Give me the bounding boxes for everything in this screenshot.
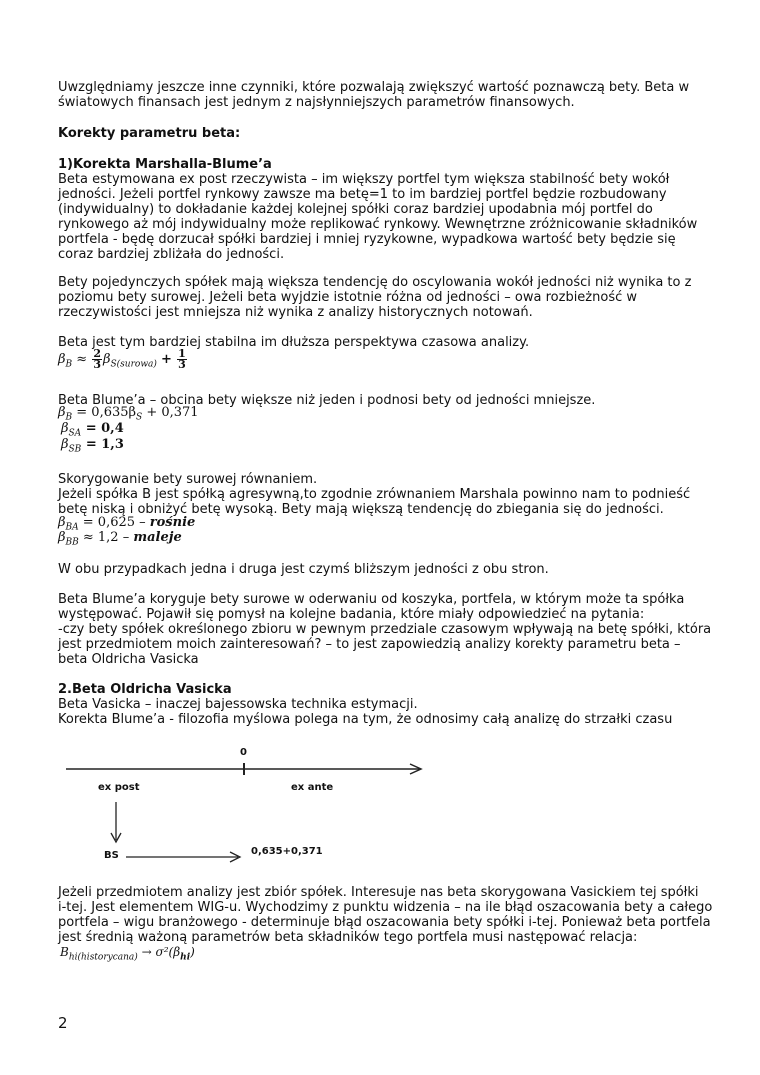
paragraph-line: Korekta Blume’a - filozofia myślowa polega na tym, że odnosimy całą analizę do strzałki czasu — [58, 712, 673, 727]
paragraph-line: -czy bety spółek określonego zbioru w pewnym przedziale czasowym wpływają na betę spółki, która — [58, 622, 712, 637]
time-arrow-diagram — [58, 740, 438, 870]
page-number: 2 — [58, 1014, 68, 1032]
formula-blume: $\beta_B = 0,635\beta_S + 0,371$ — [58, 405, 199, 423]
intro-line-1: Uwzględniamy jeszcze inne czynniki, które pozwalają zwiększyć wartość poznawczą bety. Beta w — [58, 80, 690, 95]
paragraph-line: Beta Vasicka – inaczej bajessowska technika estymacji. — [58, 697, 418, 712]
paragraph-line: coraz bardziej zbliżała do jedności. — [58, 247, 285, 262]
paragraph-line: W obu przypadkach jedna i druga jest czymś bliższym jedności z obu stron. — [58, 562, 549, 577]
diagram-result-label: 0,635+0,371 — [251, 846, 323, 857]
paragraph-line: Beta Blume’a koryguje bety surowe w oderwaniu od koszyka, portfela, w którym może ta spółka — [58, 592, 685, 607]
formula-vasicek-relation: $B_{hi(historycana)} \to \sigma^2(\beta_{hi})$ — [60, 945, 195, 963]
paragraph-line: i-tej. Jest elementem WIG-u. Wychodzimy z punktu widzenia – na ile błąd oszacowania bety a całego — [58, 900, 713, 915]
paragraph-line: Beta Blume’a – obcina bety większe niż jeden i podnosi bety od jedności mniejsze. — [58, 393, 596, 408]
paragraph-line: jest średnią ważoną parametrów beta składników tego portfela musi następować relacja: — [58, 930, 638, 945]
diagram-bs-label: BS — [104, 850, 119, 861]
paragraph-line: Beta jest tym bardziej stabilna im dłuższa perspektywa czasowa analizy. — [58, 335, 530, 350]
formula-beta-ba: $\beta_{BA} = 0,625$ – rośnie — [58, 515, 196, 533]
paragraph-line: Jeżeli przedmiotem analizy jest zbiór spółek. Interesuje nas beta skorygowana Vasickiem tej spółki — [58, 885, 699, 900]
paragraph-line: Beta estymowana ex post rzeczywista – im większy portfel tym większa stabilność bety wokół — [58, 172, 670, 187]
intro-line-2: światowych finansach jest jednym z najsłynniejszych parametrów finansowych. — [58, 95, 575, 110]
paragraph-line: betę niską i obniżyć betę wysoką. Bety mają większą tendencję do zbiegania się do jedności. — [58, 502, 664, 517]
paragraph-line: jest przedmiotem moich zainteresowań? – to jest zapowiedzią analizy korekty parametru beta – — [58, 637, 681, 652]
formula-beta-sa: $\beta_{SA} = 0,4$ — [61, 421, 124, 439]
paragraph-line: jedności. Jeżeli portfel rynkowy zawsze ma betę=1 to im bardziej portfel będzie rozbudowany — [58, 187, 667, 202]
paragraph-line: (indywidualny) to dokładanie każdej kolejnej spółki coraz bardziej upodabnia mój portfel do — [58, 202, 653, 217]
paragraph-line: występować. Pojawił się pomysł na kolejne badania, które miały odpowiedzieć na pytania: — [58, 607, 645, 622]
diagram-ex-post-label: ex post — [98, 782, 140, 793]
paragraph-line: poziomu bety surowej. Jeżeli beta wyjdzie istotnie różna od jedności – owa rozbieżność w — [58, 290, 638, 305]
paragraph-line: portfela – wigu branżowego - determinuje błąd oszacowania bety spółki i-tej. Ponieważ beta portfela — [58, 915, 711, 930]
paragraph-line: rzeczywistości jest mniejsza niż wynika z analizy historycznych notowań. — [58, 305, 533, 320]
formula-beta-bb: $\beta_{BB} \approx 1,2$ – maleje — [58, 530, 182, 548]
paragraph-line: Skorygowanie bety surowej równaniem. — [58, 472, 318, 487]
diagram-ex-ante-label: ex ante — [291, 782, 334, 793]
paragraph-line: portfela - będę dorzucał spółki bardziej i mniej ryzykowne, wypadkowa wartość bety będzie się — [58, 232, 676, 247]
paragraph-line: Bety pojedynczych spółek mają większa tendencję do oscylowania wokół jedności niż wynika to z — [58, 275, 692, 290]
formula-beta-approx: $\beta_B$ ≈ $\frac{2}{3}$ $\beta_{S(surowa)}$ + $\frac{1}{3}$ — [58, 347, 186, 371]
section-heading: Korekty parametru beta: — [58, 126, 241, 141]
formula-beta-sb: $\beta_{SB} = 1,3$ — [61, 437, 124, 455]
section2-heading: 2.Beta Oldricha Vasicka — [58, 682, 232, 697]
paragraph-line: beta Oldricha Vasicka — [58, 652, 199, 667]
diagram-zero-label: 0 — [240, 747, 247, 758]
paragraph-line: rynkowego aż mój indywidualny może replikować rynkowy. Wewnętrzne zróżnicowanie składników — [58, 217, 698, 232]
section1-heading: 1)Korekta Marshalla-Blume’a — [58, 157, 272, 172]
paragraph-line: Jeżeli spółka B jest spółką agresywną,to zgodnie zrównaniem Marshala powinno nam to podnieść — [58, 487, 691, 502]
